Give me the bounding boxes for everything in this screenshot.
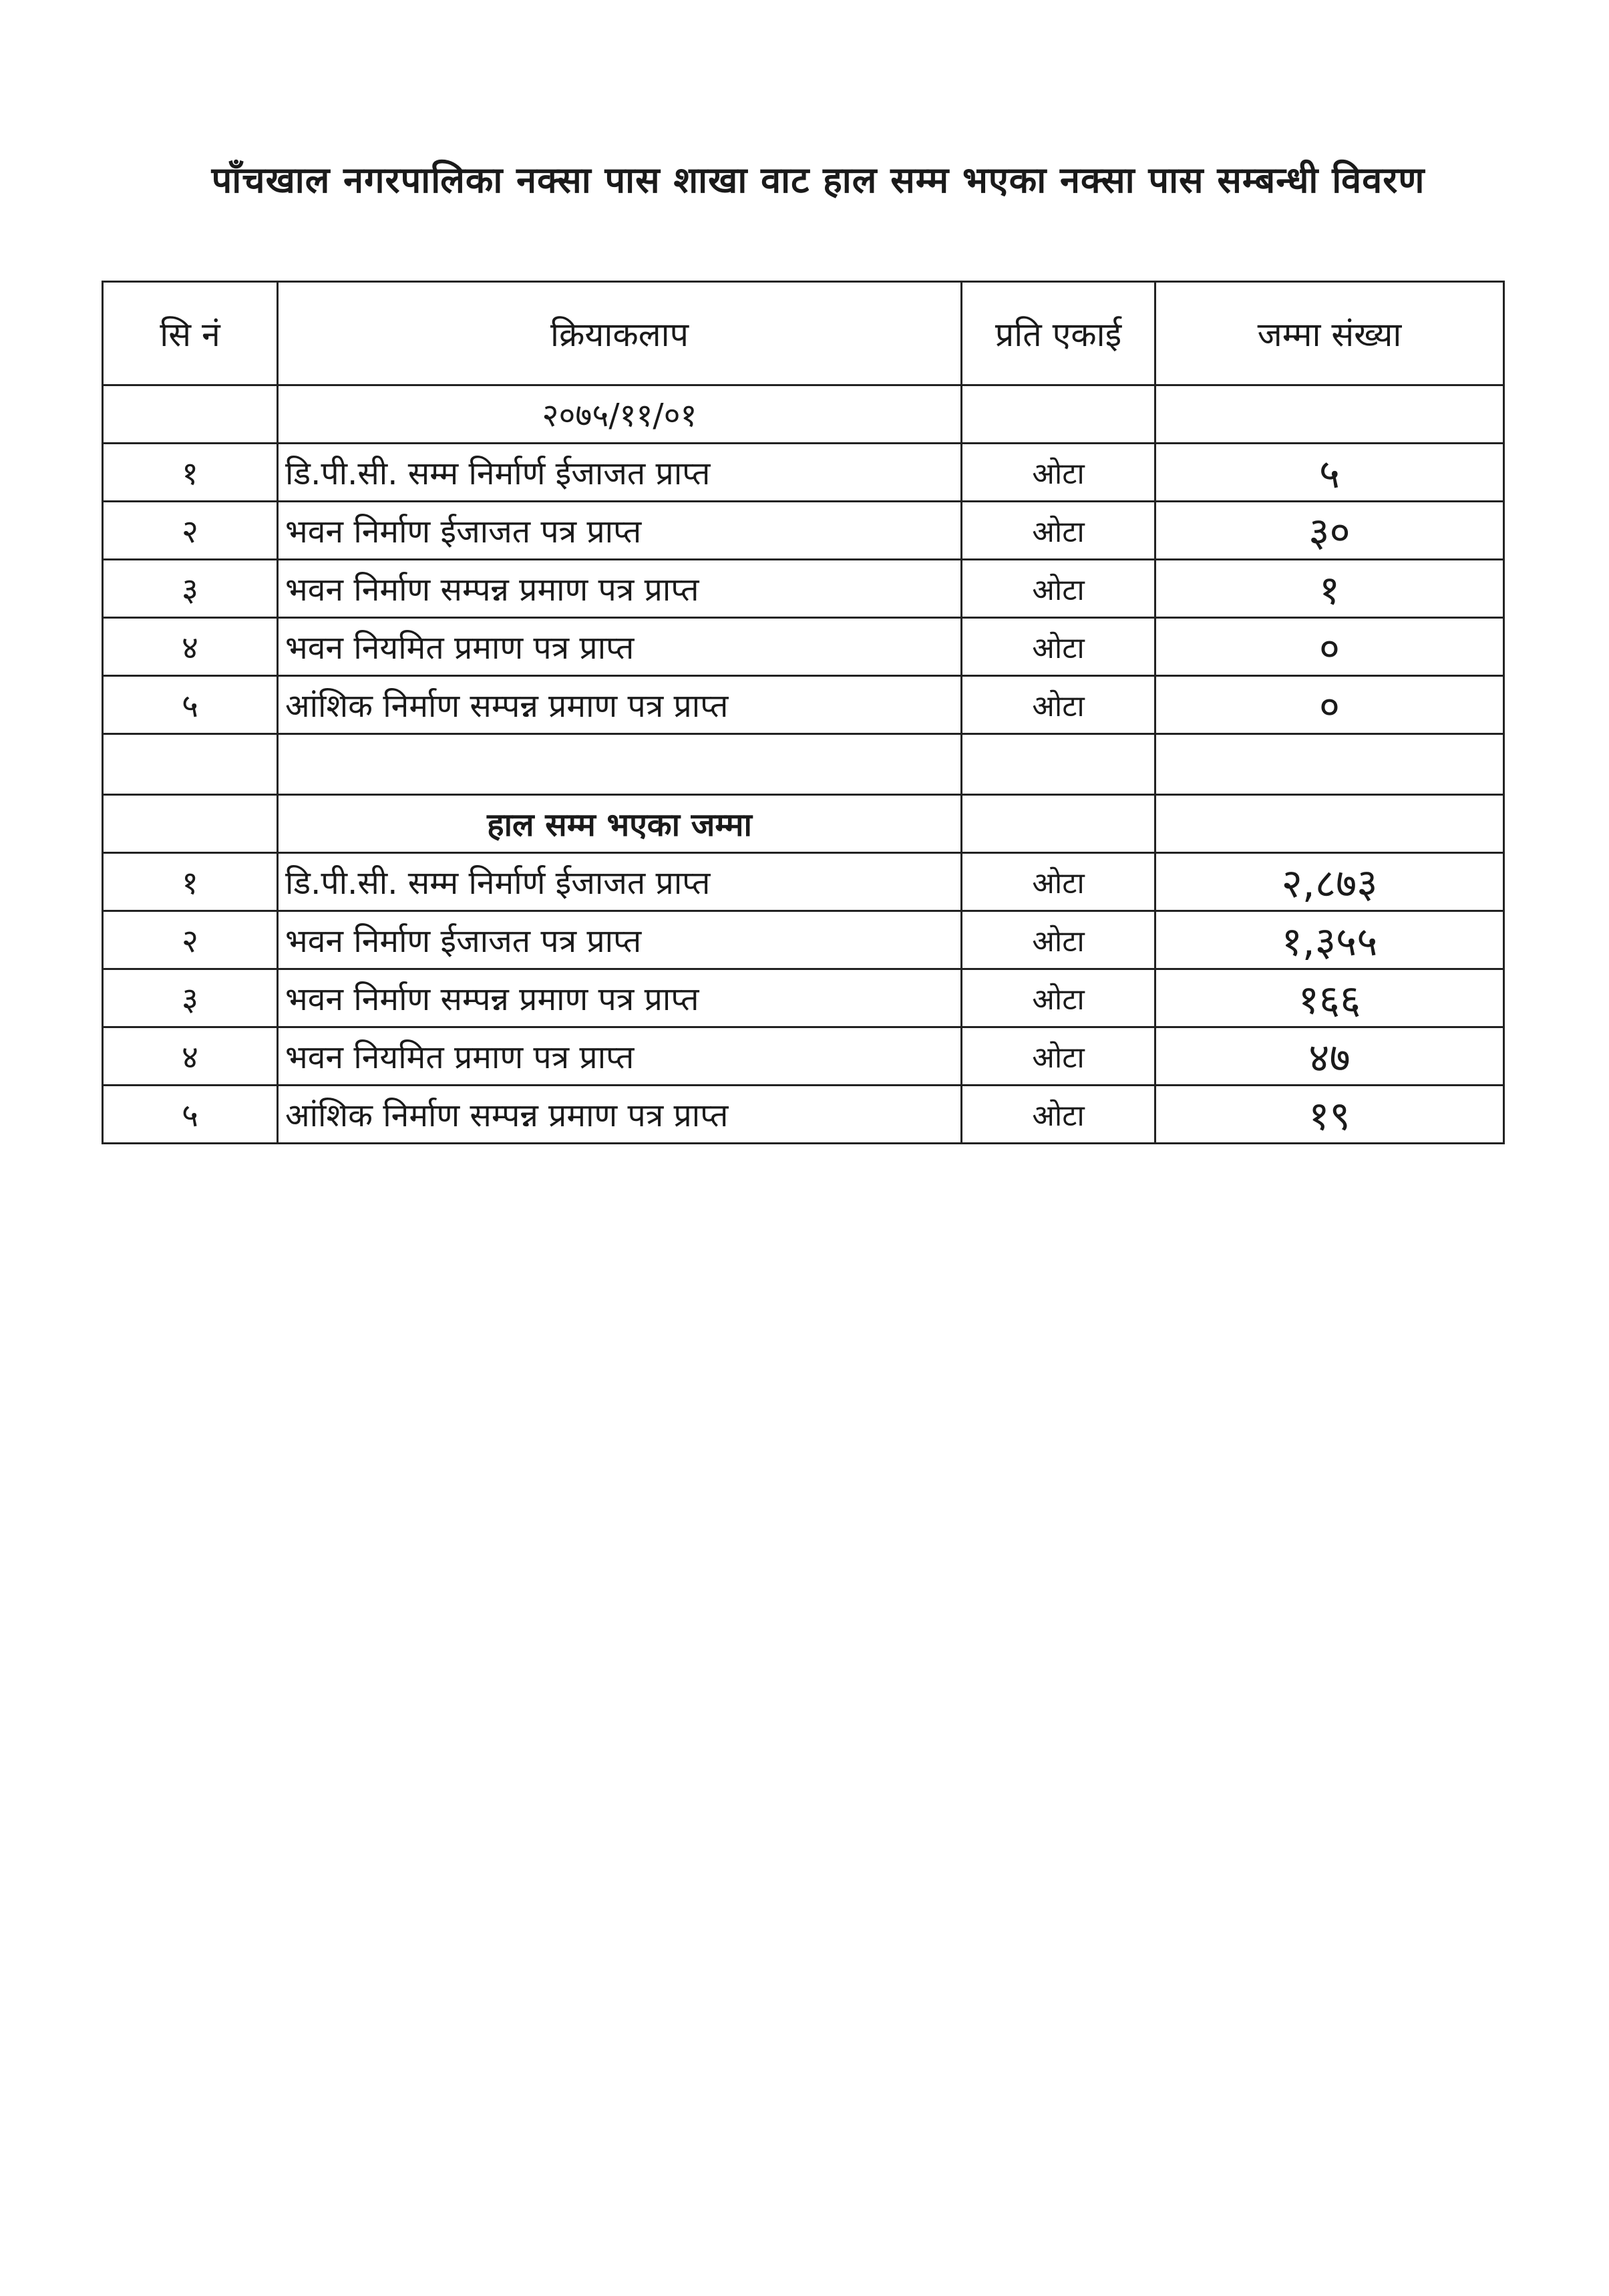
table-row	[103, 911, 1504, 969]
row-sn: ३	[103, 560, 278, 618]
row-sn: ५	[103, 1086, 278, 1144]
row-unit: ओटा	[962, 853, 1155, 911]
blank-row	[103, 734, 1504, 795]
row-sn: १	[103, 444, 278, 502]
row-activity: आंशिक निर्माण सम्पन्न प्रमाण पत्र प्राप्त	[278, 1086, 962, 1144]
row-total: ०	[1155, 676, 1504, 734]
empty-cell	[1155, 385, 1504, 444]
row-unit: ओटा	[962, 969, 1155, 1027]
row-sn: ३	[103, 969, 278, 1027]
table-row	[103, 502, 1504, 560]
row-activity: भवन निर्माण सम्पन्न प्रमाण पत्र प्राप्त	[278, 560, 962, 618]
row-total: १६६	[1155, 969, 1504, 1027]
table-row	[103, 444, 1504, 502]
table-row	[103, 1027, 1504, 1086]
row-activity: आंशिक निर्माण सम्पन्न प्रमाण पत्र प्राप्त	[278, 676, 962, 734]
empty-cell	[1155, 734, 1504, 795]
table-row	[103, 676, 1504, 734]
section1-heading: २०७५/११/०१	[278, 385, 962, 444]
row-activity: भवन निर्माण ईजाजत पत्र प्राप्त	[278, 911, 962, 969]
row-total: १,३५५	[1155, 911, 1504, 969]
row-unit: ओटा	[962, 560, 1155, 618]
empty-cell	[962, 385, 1155, 444]
row-total: ४७	[1155, 1027, 1504, 1086]
row-unit: ओटा	[962, 502, 1155, 560]
empty-cell	[103, 734, 278, 795]
table-row	[103, 618, 1504, 676]
table-row	[103, 1086, 1504, 1144]
empty-cell	[103, 795, 278, 853]
row-unit: ओटा	[962, 911, 1155, 969]
row-total: ५	[1155, 444, 1504, 502]
row-unit: ओटा	[962, 1027, 1155, 1086]
row-activity: भवन निर्माण सम्पन्न प्रमाण पत्र प्राप्त	[278, 969, 962, 1027]
empty-cell	[1155, 795, 1504, 853]
row-activity: भवन निर्माण ईजाजत पत्र प्राप्त	[278, 502, 962, 560]
row-total: १९	[1155, 1086, 1504, 1144]
section-heading-row	[103, 795, 1504, 853]
header-sn: सि नं	[103, 282, 278, 385]
row-activity: डि.पी.सी. सम्म निर्मार्ण ईजाजत प्राप्त	[278, 444, 962, 502]
table-row	[103, 853, 1504, 911]
row-sn: १	[103, 853, 278, 911]
page-title: पाँचखाल नगरपालिका नक्सा पास शाखा वाट हाल सम्म भएका नक्सा पास सम्बन्धी विवरण	[211, 159, 1425, 201]
header-activity: क्रियाकलाप	[278, 282, 962, 385]
row-sn: ४	[103, 1027, 278, 1086]
row-unit: ओटा	[962, 676, 1155, 734]
row-total: २,८७३	[1155, 853, 1504, 911]
row-total: १	[1155, 560, 1504, 618]
header-row	[103, 282, 1504, 385]
row-activity: डि.पी.सी. सम्म निर्मार्ण ईजाजत प्राप्त	[278, 853, 962, 911]
row-activity: भवन नियमित प्रमाण पत्र प्राप्त	[278, 1027, 962, 1086]
table-row	[103, 560, 1504, 618]
row-total: ३०	[1155, 502, 1504, 560]
header-unit: प्रति एकाई	[962, 282, 1155, 385]
row-sn: २	[103, 502, 278, 560]
row-unit: ओटा	[962, 1086, 1155, 1144]
section2-heading: हाल सम्म भएका जम्मा	[278, 795, 962, 853]
report-table	[102, 281, 1505, 1144]
row-total: ०	[1155, 618, 1504, 676]
header-total: जम्मा संख्या	[1155, 282, 1504, 385]
row-sn: ५	[103, 676, 278, 734]
row-sn: ४	[103, 618, 278, 676]
row-unit: ओटा	[962, 444, 1155, 502]
empty-cell	[103, 385, 278, 444]
empty-cell	[278, 734, 962, 795]
row-activity: भवन नियमित प्रमाण पत्र प्राप्त	[278, 618, 962, 676]
section-heading-row	[103, 385, 1504, 444]
empty-cell	[962, 734, 1155, 795]
row-sn: २	[103, 911, 278, 969]
table-row	[103, 969, 1504, 1027]
empty-cell	[962, 795, 1155, 853]
row-unit: ओटा	[962, 618, 1155, 676]
